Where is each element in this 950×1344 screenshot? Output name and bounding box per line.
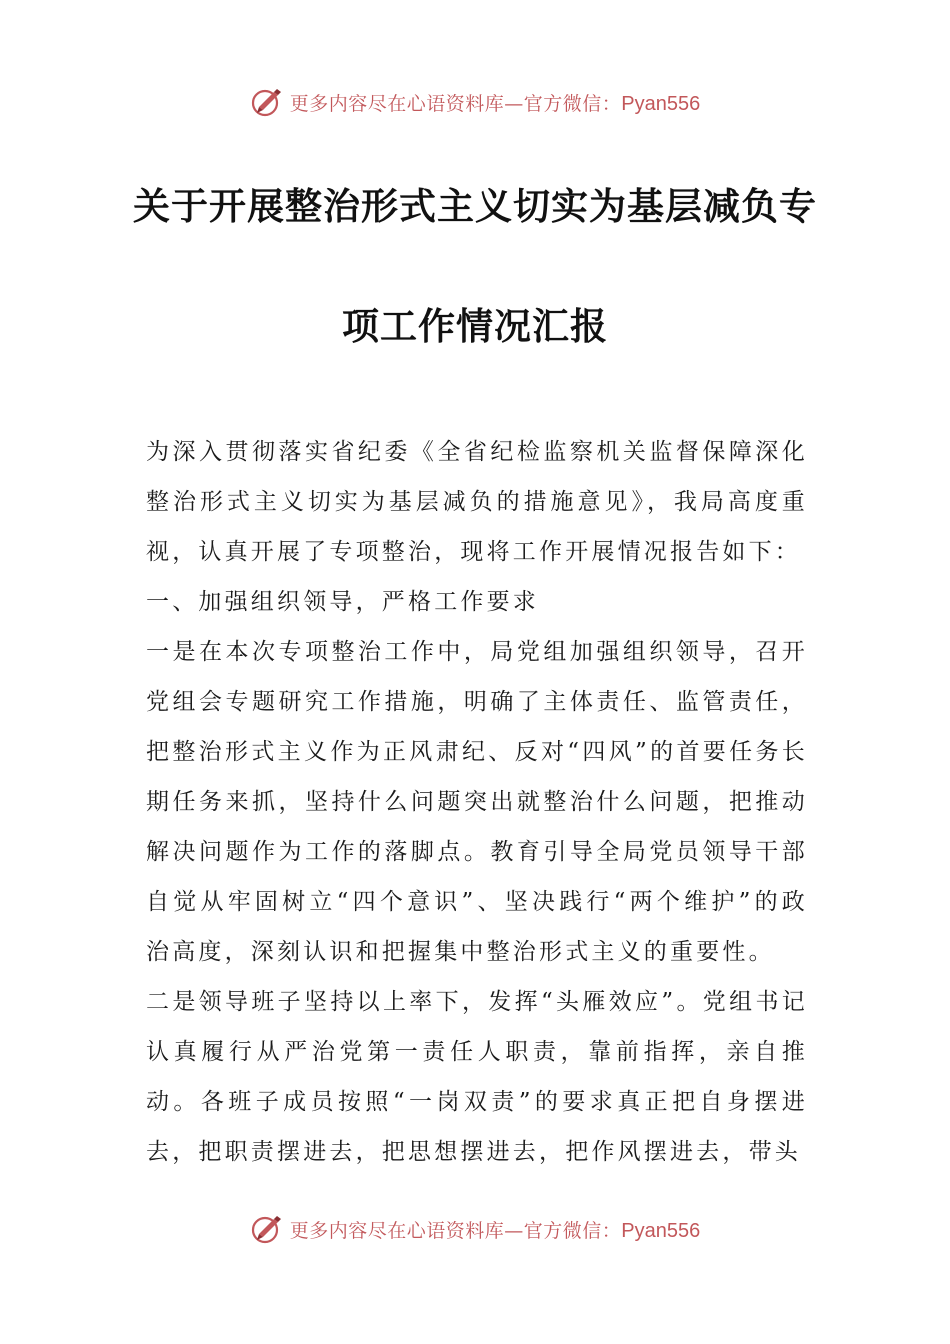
document-title-line-1: 关于开展整治形式主义切实为基层减负专	[133, 185, 817, 228]
pen-seal-icon	[250, 1212, 284, 1246]
paragraph-intro: 为深入贯彻落实省纪委《全省纪检监察机关监督保障深化整治形式主义切实为基层减负的措施意见》，我局高度重视，认真开展了专项整治，现将工作开展情况报告如下：	[146, 439, 808, 565]
watermark-text: 更多内容尽在心语资料库—官方微信：	[289, 92, 622, 115]
pen-seal-icon	[250, 85, 284, 119]
watermark-text: 更多内容尽在心语资料库—官方微信：	[289, 1219, 622, 1242]
paragraph-point-2: 二是领导班子坚持以上率下，发挥“头雁效应”。党组书记认真履行从严治党第一责任人职责，靠前指挥，亲自推动。各班子成员按照“一岗双责”的要求真正把自身摆进去，把职责摆进去，把思想摆进去，把作风摆进去，带头	[146, 989, 808, 1165]
document-title-line-2: 项工作情况汇报	[342, 305, 608, 348]
paragraph-point-1: 一是在本次专项整治工作中，局党组加强组织领导，召开党组会专题研究工作措施，明确了主体责任、监管责任，把整治形式主义作为正风肃纪、反对“四风”的首要任务长期任务来抓，坚持什么问题突出就整治什么问题，把推动解决问题作为工作的落脚点。教育引导全局党员领导干部自觉从牢固树立“四个意识”、坚决践行“两个维护”的政治高度，深刻认识和把握集中整治形式主义的重要性。	[146, 639, 808, 965]
watermark-banner-top	[0, 82, 950, 122]
section-heading-1: 一、加强组织领导，严格工作要求	[146, 589, 539, 615]
document-body	[146, 427, 808, 1177]
watermark-banner-bottom	[0, 1209, 950, 1249]
wechat-id: Pyan556	[621, 1219, 701, 1242]
wechat-id: Pyan556	[621, 92, 701, 115]
